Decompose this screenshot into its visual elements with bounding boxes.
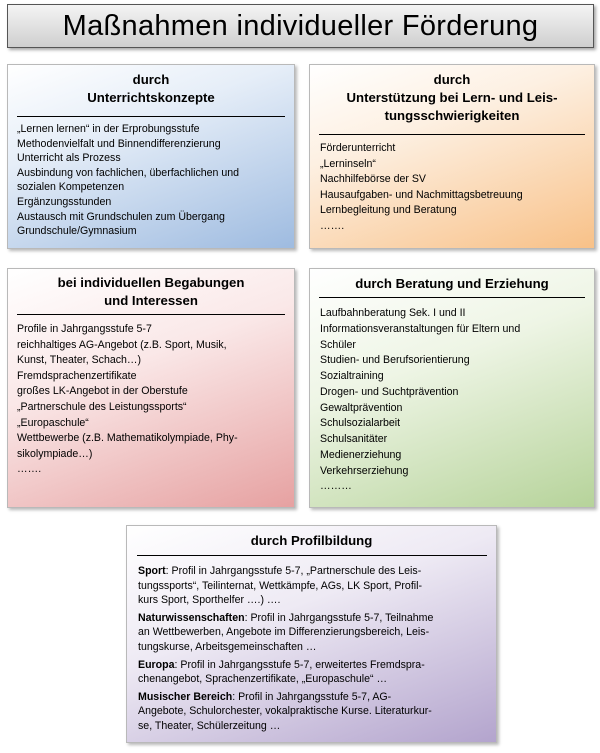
list-item: ……. <box>17 463 42 476</box>
profile-entries <box>138 564 488 737</box>
entry-label: Europa <box>138 658 175 671</box>
list-item: Laufbahnberatung Sek. I und II <box>320 307 466 319</box>
entry-label: Musischer Bereich <box>138 690 233 703</box>
entry-label: Sport <box>138 565 166 577</box>
heading-divider <box>17 314 285 315</box>
entry-text: : Profil in Jahrgangsstufe 5-7, AG- <box>232 690 392 703</box>
list-item: Ausbindung von fachlichen, überfachlichen und <box>17 166 240 179</box>
list-item: ……… <box>320 480 352 493</box>
item-list <box>320 306 592 495</box>
heading-divider <box>319 134 585 135</box>
box-heading-line1: durch <box>132 72 170 87</box>
list-item: Lernbegleitung und Beratung <box>320 204 457 216</box>
list-item: ……. <box>320 219 345 232</box>
list-item: Schüler <box>320 338 356 351</box>
item-list <box>320 141 592 234</box>
box-heading-line1: durch Profilbildung <box>250 533 373 548</box>
list-item: Ergänzungsstunden <box>17 195 112 208</box>
list-item: sikolympiade…) <box>17 447 93 460</box>
list-item: Hausaufgaben- und Nachmittagsbetreuung <box>320 188 523 201</box>
entry-text: : Profil in Jahrgangsstufe 5-7, Teilnahme <box>244 611 434 624</box>
entry-label: Naturwissenschaften <box>138 611 245 624</box>
list-item: Informationsveranstaltungen für Eltern und <box>320 322 521 335</box>
list-item: Verkehrserziehung <box>320 464 409 477</box>
box-heading-line1: durch <box>433 72 471 87</box>
entry-text: : Profil in Jahrgangsstufe 5-7, erweitertes Fremdspra- <box>174 658 425 671</box>
box-beratung <box>309 268 595 508</box>
list-item: Sozialtraining <box>320 370 384 382</box>
heading-divider <box>319 297 585 298</box>
entry-text: se, Theater, Schülerzeitung … <box>138 719 281 732</box>
entry-text: an Wettbewerben, Angebote im Differenzierungsbereich, Leis- <box>138 626 430 639</box>
list-item: Schulsanitäter <box>320 433 388 445</box>
item-list <box>17 122 292 239</box>
list-item: Wettbewerbe (z.B. Mathematikolympiade, Phy- <box>17 432 238 445</box>
heading-divider <box>17 116 285 117</box>
box-heading-line3: tungsschwierigkeiten <box>384 108 520 123</box>
list-item: Förderunterricht <box>320 142 396 154</box>
entry-text: : Profil in Jahrgangsstufe 5-7, „Partnerschule des Leis- <box>165 565 422 577</box>
profile-entry <box>138 690 488 734</box>
profile-entry <box>138 564 488 608</box>
list-item: Profile in Jahrgangsstufe 5-7 <box>17 323 152 335</box>
box-heading-line2: und Interessen <box>104 293 198 308</box>
list-item: Unterricht als Prozess <box>17 152 121 165</box>
list-item: Medienerziehung <box>320 448 402 461</box>
list-item: Kunst, Theater, Schach…) <box>17 354 142 367</box>
box-heading-line1: durch Beratung und Erziehung <box>355 276 549 291</box>
heading-divider <box>137 555 487 556</box>
list-item: Nachhilfebörse der SV <box>320 173 426 185</box>
box-heading-line1: bei individuellen Begabungen <box>57 275 245 290</box>
page-title: Maßnahmen individueller Förderung <box>7 4 594 48</box>
list-item: Schulsozialarbeit <box>320 417 401 430</box>
box-unterstuetzung <box>309 64 595 249</box>
list-item: Studien- und Berufsorientierung <box>320 354 470 367</box>
entry-text: tungskurse, Arbeitsgemeinschaften … <box>138 640 317 653</box>
box-begabungen <box>7 268 295 508</box>
profile-entry <box>138 658 488 687</box>
list-item: „Europaschule“ <box>17 416 89 429</box>
box-heading-line2: Unterstützung bei Lern- und Leis- <box>346 90 558 105</box>
list-item: „Lernen lernen“ in der Erprobungsstufe <box>17 123 200 135</box>
list-item: Drogen- und Suchtprävention <box>320 385 459 398</box>
profile-entry <box>138 611 488 655</box>
box-unterrichtskonzepte <box>7 64 295 249</box>
box-profilbildung <box>126 525 497 743</box>
entry-text: tungssports“, Teilinternat, Wettkämpfe, AGs, LK Sport, Profil- <box>138 579 422 592</box>
list-item: Gewaltprävention <box>320 401 403 414</box>
entry-text: kurs Sport, Sporthelfer ….) …. <box>138 594 281 607</box>
list-item: Methodenvielfalt und Binnendifferenzierung <box>17 137 221 150</box>
list-item: Fremdsprachenzertifikate <box>17 369 137 382</box>
list-item: Austausch mit Grundschulen zum Übergang <box>17 210 225 223</box>
list-item: großes LK-Angebot in der Oberstufe <box>17 385 188 398</box>
list-item: reichhaltiges AG-Angebot (z.B. Sport, Musik, <box>17 338 227 351</box>
list-item: „Lerninseln“ <box>320 157 376 170</box>
list-item: Grundschule/Gymnasium <box>17 225 137 238</box>
item-list <box>17 322 292 478</box>
list-item: sozialen Kompetenzen <box>17 181 125 194</box>
entry-text: chenangebot, Sprachenzertifikate, „Europaschule“ … <box>138 673 388 686</box>
entry-text: Angebote, Schulorchester, vokalpraktische Kurse. Literaturkur- <box>138 705 432 718</box>
box-heading-line2: Unterrichtskonzepte <box>87 90 215 105</box>
list-item: „Partnerschule des Leistungssports“ <box>17 400 187 413</box>
